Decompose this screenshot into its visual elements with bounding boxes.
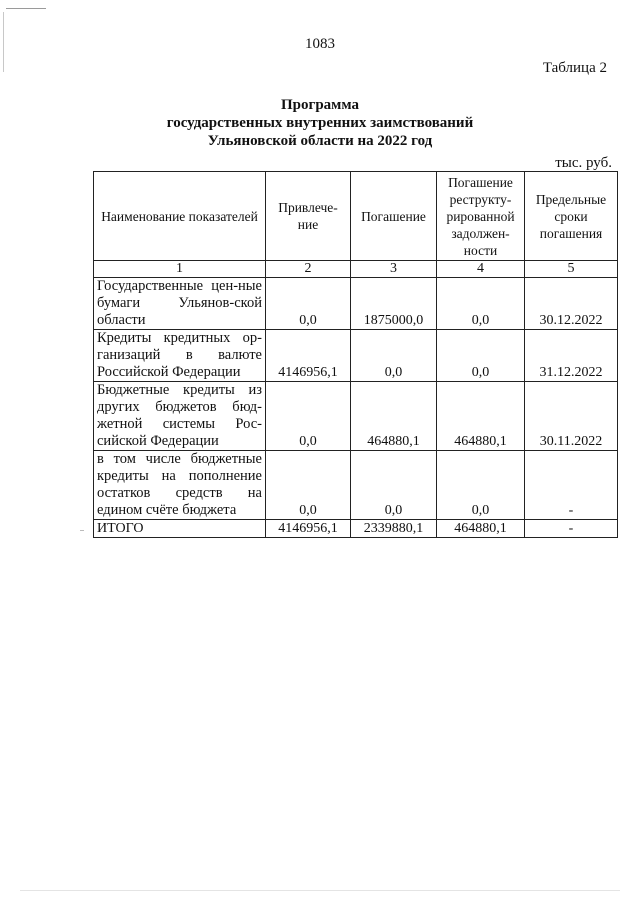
- title-line-3: Ульяновской области на 2022 год: [207, 133, 433, 149]
- row-repayment: 464880,1: [351, 382, 437, 451]
- total-repayment: 2339880,1: [351, 520, 437, 538]
- column-number: 4: [437, 261, 525, 278]
- row-deadline: 31.12.2022: [525, 330, 618, 382]
- scan-artifact-dash: [80, 530, 84, 531]
- scan-artifact-bottom: [20, 890, 620, 891]
- table-row: [94, 330, 618, 382]
- column-number: 2: [266, 261, 351, 278]
- title-line-2: государственных внутренних заимствований: [166, 115, 474, 131]
- row-repayment: 1875000,0: [351, 278, 437, 330]
- header-name: Наименование показателей: [94, 172, 266, 261]
- total-row: [94, 520, 618, 538]
- row-deadline: 30.11.2022: [525, 382, 618, 451]
- row-restructured: 464880,1: [437, 382, 525, 451]
- unit-label: тыс. руб.: [555, 155, 612, 171]
- total-deadline: -: [525, 520, 618, 538]
- total-restructured: 464880,1: [437, 520, 525, 538]
- column-number: 5: [525, 261, 618, 278]
- title-line-1: Программа: [281, 97, 359, 113]
- row-deadline: -: [525, 451, 618, 520]
- column-number: 3: [351, 261, 437, 278]
- total-attraction: 4146956,1: [266, 520, 351, 538]
- row-name: Бюджетные кредиты из других бюджетов бюд-жетной системы Рос-сийской Федерации: [94, 382, 266, 451]
- row-attraction: 0,0: [266, 382, 351, 451]
- header-attraction: Привлече-ние: [266, 172, 351, 261]
- table-caption: Таблица 2: [542, 60, 607, 76]
- row-deadline: 30.12.2022: [525, 278, 618, 330]
- row-repayment: 0,0: [351, 330, 437, 382]
- row-attraction: 4146956,1: [266, 330, 351, 382]
- column-number: 1: [94, 261, 266, 278]
- table-row: [94, 451, 618, 520]
- document-title: [0, 96, 640, 150]
- row-restructured: 0,0: [437, 451, 525, 520]
- row-name: в том числе бюджетные кредиты на пополнение остатков средств на едином счёте бюджета: [94, 451, 266, 520]
- row-name: Кредиты кредитных ор-ганизаций в валюте Российской Федерации: [94, 330, 266, 382]
- row-restructured: 0,0: [437, 278, 525, 330]
- row-attraction: 0,0: [266, 278, 351, 330]
- page-number: 1083: [305, 36, 335, 52]
- row-repayment: 0,0: [351, 451, 437, 520]
- table-header-row: [94, 172, 618, 261]
- row-attraction: 0,0: [266, 451, 351, 520]
- header-deadline: Предельные сроки погашения: [525, 172, 618, 261]
- header-repayment: Погашение: [351, 172, 437, 261]
- table-row: [94, 382, 618, 451]
- row-name: Государственные цен-ные бумаги Ульянов-ской области: [94, 278, 266, 330]
- row-restructured: 0,0: [437, 330, 525, 382]
- borrowing-table: [93, 171, 618, 538]
- total-label: ИТОГО: [94, 520, 266, 538]
- scan-artifact-top: [6, 8, 46, 9]
- header-restructured: Погашение реструкту-рированной задолжен-ности: [437, 172, 525, 261]
- column-number-row: [94, 261, 618, 278]
- table-row: [94, 278, 618, 330]
